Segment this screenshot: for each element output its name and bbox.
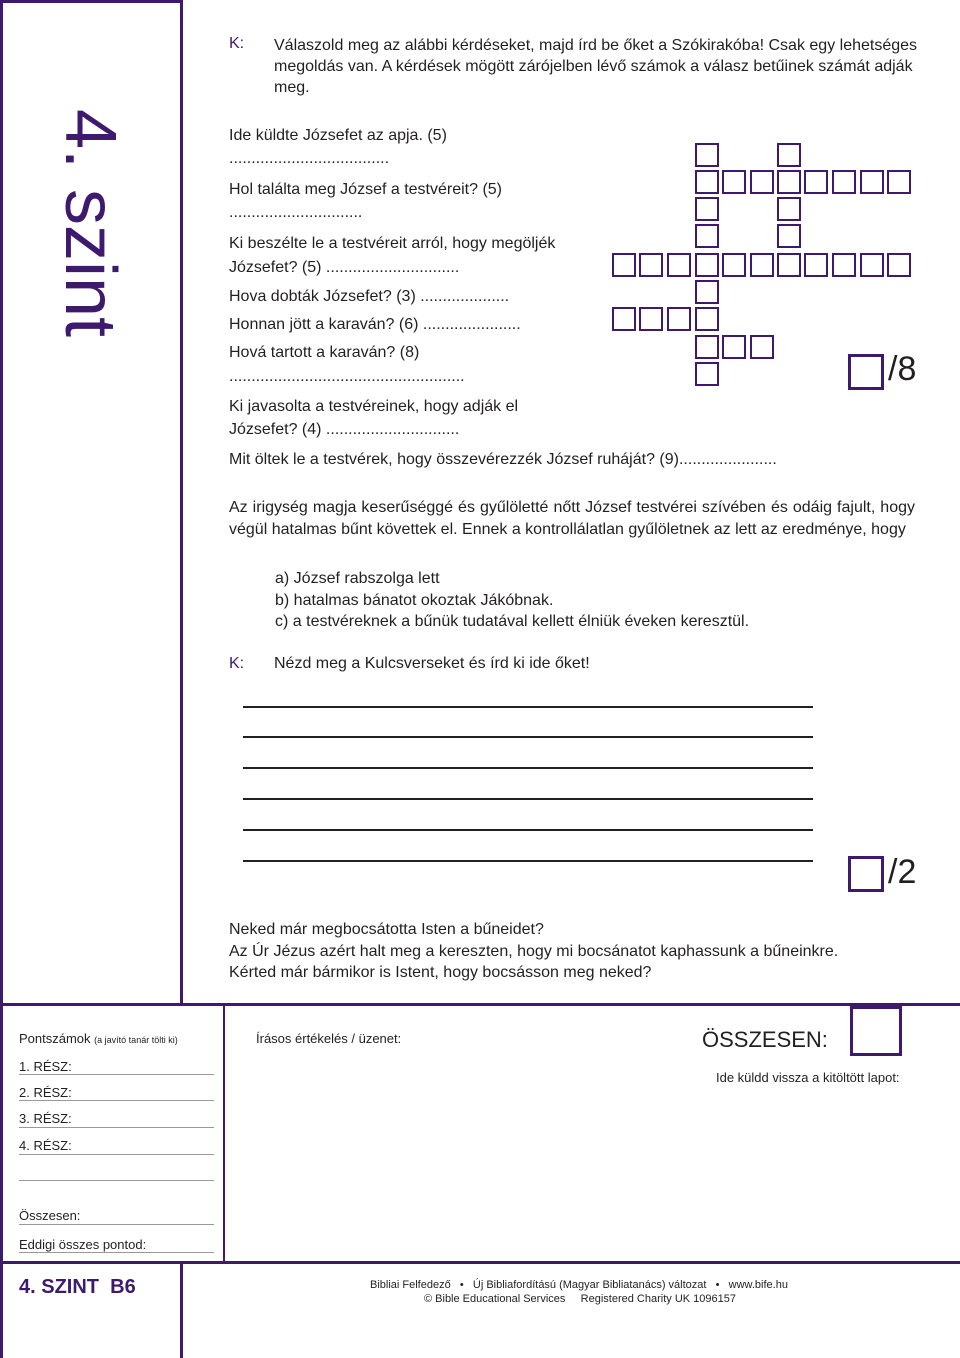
crossword-cell[interactable]	[777, 143, 801, 167]
writing-line-4[interactable]	[243, 798, 813, 800]
crossword-cell[interactable]	[667, 253, 691, 277]
credit-line-2: © Bible Educational Services Registered Charity UK 1096157	[424, 1293, 736, 1305]
task2-paragraph: Az irigység magja keserűséggé és gyűlöletté nőtt József testvérei szívében és odáig fajult, hogy végül hatalmas bűnt követtek el. Ennek a kontrollálatlan gyűlöletnek az lett az eredménye, hogy	[229, 499, 915, 538]
sidebar-top-border	[0, 0, 183, 3]
grand-total-label: ÖSSZESEN:	[702, 1027, 828, 1052]
crossword-cell[interactable]	[887, 170, 911, 194]
level-code: 4. SZINT B6	[19, 1276, 136, 1298]
score-row-3-line[interactable]	[19, 1127, 214, 1128]
question-8: Mit öltek le a testvérek, hogy összevérezzék József ruháját? (9)......................	[229, 451, 777, 468]
question-5: Honnan jött a karaván? (6) ......................	[229, 316, 521, 333]
score-row-4: 4. RÉSZ:	[19, 1138, 72, 1153]
question-3b: Józsefet? (5) ..............................	[229, 259, 460, 276]
crossword-cell[interactable]	[887, 253, 911, 277]
crossword-cell[interactable]	[777, 224, 801, 248]
crossword-cell[interactable]	[612, 253, 636, 277]
crossword-cell[interactable]	[750, 253, 774, 277]
footer-top-border	[0, 1003, 960, 1006]
score-row-2: 2. RÉSZ:	[19, 1085, 72, 1100]
question-4: Hova dobták Józsefet? (3) ....................	[229, 288, 510, 305]
answer-line-2: ..............................	[229, 204, 363, 221]
crossword-cell[interactable]	[777, 197, 801, 221]
score-row-blank-line[interactable]	[19, 1180, 214, 1181]
writing-line-5[interactable]	[243, 829, 813, 831]
footer-divider-vertical	[223, 1003, 225, 1263]
closing-line-1: Neked már megbocsátotta Isten a bűneidet?	[229, 921, 544, 938]
written-eval-label: Írásos értékelés / üzenet:	[256, 1031, 402, 1046]
footer-level-divider	[180, 1261, 183, 1358]
points-title: Pontszámok	[19, 1031, 91, 1046]
crossword-cell[interactable]	[695, 224, 719, 248]
crossword-cell[interactable]	[722, 170, 746, 194]
question-7a: Ki javasolta a testvéreinek, hogy adják el	[229, 398, 519, 415]
task1-marker: K:	[229, 35, 245, 52]
crossword-cell[interactable]	[695, 362, 719, 386]
crossword-cell[interactable]	[695, 197, 719, 221]
closing-line-3: Kérted már bármikor is Istent, hogy bocsásson meg neked?	[229, 964, 652, 981]
points-header	[19, 1031, 178, 1046]
question-2: Hol találta meg József a testvéreit? (5)	[229, 181, 503, 198]
crossword-cell[interactable]	[695, 143, 719, 167]
writing-line-2[interactable]	[243, 736, 813, 738]
writing-line-3[interactable]	[243, 767, 813, 769]
points-note: (a javító tanár tölti ki)	[94, 1035, 178, 1045]
score-row-4-line[interactable]	[19, 1154, 214, 1155]
score-row-1: 1. RÉSZ:	[19, 1059, 72, 1074]
task3-score-box[interactable]	[848, 856, 884, 892]
crossword-cell[interactable]	[804, 253, 828, 277]
question-3a: Ki beszélte le a testvéreit arról, hogy megöljék	[229, 235, 556, 252]
score-row-1-line[interactable]	[19, 1074, 214, 1075]
question-6: Hová tartott a karaván? (8)	[229, 344, 420, 361]
task3-score-total: /2	[888, 853, 917, 891]
crossword-cell[interactable]	[695, 335, 719, 359]
sidebar-right-border	[180, 0, 183, 1005]
crossword-cell[interactable]	[860, 170, 884, 194]
score-row-3: 3. RÉSZ:	[19, 1111, 72, 1126]
task1-instruction: Válaszold meg az alábbi kérdéseket, majd írd be őket a Szókirakóba! Csak egy lehetséges megoldás van. A kérdések mögött zárójelben lévő számok a válasz betűinek számát adják meg.	[274, 37, 918, 96]
closing-line-2: Az Úr Jézus azért halt meg a kereszten, hogy mi bocsánatot kaphassunk a bűneinkre.	[229, 943, 839, 960]
crossword-cell[interactable]	[777, 253, 801, 277]
all-total-line[interactable]	[19, 1252, 214, 1253]
grand-total-box[interactable]	[850, 1006, 902, 1056]
crossword-cell[interactable]	[722, 335, 746, 359]
writing-line-1[interactable]	[243, 706, 813, 708]
sidebar-left-border	[0, 0, 3, 1358]
crossword-cell[interactable]	[722, 253, 746, 277]
crossword-cell[interactable]	[832, 253, 856, 277]
crossword-cell[interactable]	[804, 170, 828, 194]
send-back-label: Ide küldd vissza a kitöltött lapot:	[716, 1070, 900, 1085]
all-total-label: Eddigi összes pontod:	[19, 1237, 147, 1252]
task3-marker: K:	[229, 655, 245, 672]
crossword-cell[interactable]	[612, 307, 636, 331]
crossword-cell[interactable]	[860, 253, 884, 277]
task1-score-box[interactable]	[848, 354, 884, 390]
option-b[interactable]: b) hatalmas bánatot okoztak Jákóbnak.	[275, 592, 554, 609]
task3-instruction: Nézd meg a Kulcsverseket és írd ki ide őket!	[274, 655, 590, 672]
crossword-cell[interactable]	[750, 335, 774, 359]
side-level-label: 4. szint	[50, 108, 130, 338]
writing-line-6[interactable]	[243, 860, 813, 862]
credit-line-1: Bibliai Felfedező • Új Bibliafordítású (Magyar Bibliatanács) változat • www.bife.hu	[370, 1279, 788, 1291]
crossword-cell[interactable]	[639, 307, 663, 331]
answer-line-6: .....................................................	[229, 368, 465, 385]
crossword-cell[interactable]	[695, 170, 719, 194]
crossword-cell[interactable]	[832, 170, 856, 194]
footer-bottom-border	[0, 1261, 960, 1264]
total-line[interactable]	[19, 1224, 214, 1225]
crossword-cell[interactable]	[695, 280, 719, 304]
crossword-cell[interactable]	[750, 170, 774, 194]
question-1: Ide küldte Józsefet az apja. (5)	[229, 127, 447, 144]
question-7b: Józsefet? (4) ..............................	[229, 421, 460, 438]
crossword-cell[interactable]	[777, 170, 801, 194]
answer-line-1: ....................................	[229, 150, 390, 167]
crossword-cell[interactable]	[639, 253, 663, 277]
option-a[interactable]: a) József rabszolga lett	[275, 570, 440, 587]
option-c[interactable]: c) a testvéreknek a bűnük tudatával kellett élniük éveken keresztül.	[275, 613, 750, 630]
crossword-cell[interactable]	[695, 307, 719, 331]
task1-score-total: /8	[888, 350, 917, 388]
total-label: Összesen:	[19, 1208, 81, 1223]
crossword-cell[interactable]	[667, 307, 691, 331]
score-row-2-line[interactable]	[19, 1100, 214, 1101]
crossword-cell[interactable]	[695, 253, 719, 277]
